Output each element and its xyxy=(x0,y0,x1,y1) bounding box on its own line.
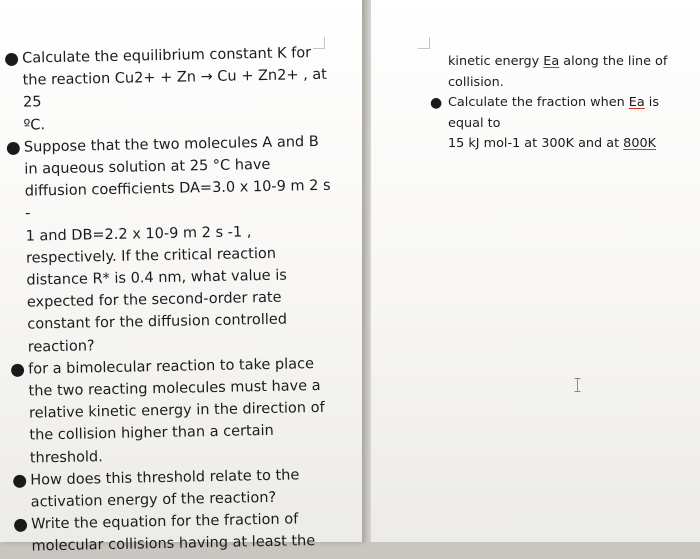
text-line: diffusion coefficients DA=3.0 x 10-9 m 2 s - xyxy=(24,177,331,223)
text-line: reaction? xyxy=(27,337,95,356)
text-line: constant for the diffusion controlled xyxy=(27,312,288,334)
text-line: activation energy of the reaction? xyxy=(30,489,277,511)
left-bullet-list xyxy=(2,42,342,559)
text-line: expected for the second-order rate xyxy=(26,289,282,311)
bullet-icon: ● xyxy=(5,137,21,158)
text-line: Calculate the equilibrium constant K for xyxy=(22,45,312,67)
bullet-icon: ● xyxy=(9,359,26,380)
right-text-block xyxy=(428,52,698,155)
list-item xyxy=(8,352,340,469)
text-line: threshold. xyxy=(29,448,103,467)
text-cursor-icon xyxy=(574,378,581,392)
list-item xyxy=(2,42,334,137)
text-line: 15 kJ mol-1 at 300K and at 800K xyxy=(448,136,656,151)
bullet-icon: ● xyxy=(12,514,29,536)
text-line: Suppose that the two molecules A and B xyxy=(23,133,319,156)
text-line: How does this threshold relate to the xyxy=(30,467,300,489)
text-line: Write the equation for the fraction of xyxy=(31,511,299,533)
text-line: respectively. If the critical reaction xyxy=(25,245,277,267)
text-line: ºC. xyxy=(23,116,46,134)
text-line: 1 and DB=2.2 x 10-9 m 2 s -1 , xyxy=(25,223,252,245)
page-gap xyxy=(362,0,371,542)
corner-mark-right xyxy=(418,37,430,49)
text-line: distance R* is 0.4 nm, what value is xyxy=(26,267,287,289)
list-item xyxy=(4,130,338,358)
text-line: the reaction Cu2+ + Zn → Cu + Zn2+ , at 25 xyxy=(22,66,328,112)
text-line: in aqueous solution at 25 °C have xyxy=(24,156,271,178)
text-line: collision. xyxy=(448,74,504,90)
underlined-term: Ea xyxy=(543,54,560,69)
text-line: the two reacting molecules must have a xyxy=(28,377,321,400)
list-item xyxy=(428,93,698,155)
text-line: molecular collisions having at least the xyxy=(31,533,316,555)
bullet-icon: ● xyxy=(4,48,20,69)
text-line: relative kinetic energy in the direction of xyxy=(28,400,325,422)
list-item xyxy=(11,508,342,559)
bullet-icon: ● xyxy=(12,470,28,491)
continuation-text xyxy=(428,52,698,93)
text-line: the collision higher than a certain xyxy=(29,423,274,444)
bullet-icon: ● xyxy=(430,95,443,111)
underlined-term: Ea xyxy=(628,95,645,110)
text-line: Calculate the fraction when Ea is equal to xyxy=(448,95,659,131)
text-line: kinetic energy Ea along the line of xyxy=(448,54,668,69)
underlined-term: 800K xyxy=(623,136,656,151)
list-item xyxy=(10,463,341,514)
text-line: for a bimolecular reaction to take place xyxy=(28,355,315,378)
